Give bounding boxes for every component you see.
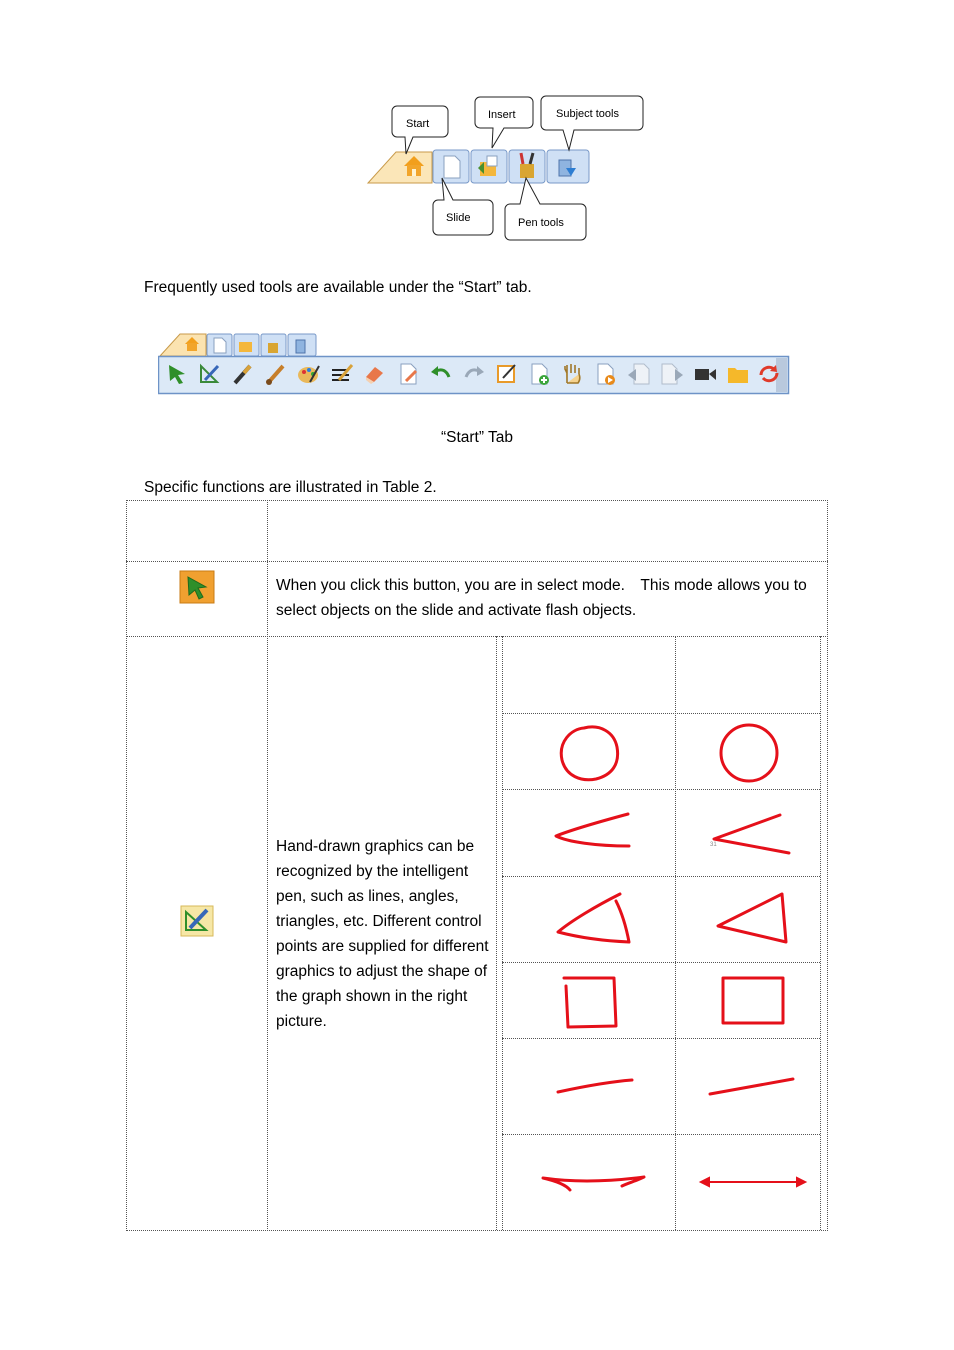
slide-tab[interactable]	[433, 150, 469, 183]
select-mode-icon	[179, 570, 215, 604]
line-style-icon[interactable]	[329, 362, 355, 386]
subject-tools-icon	[296, 340, 305, 353]
folder-icon[interactable]	[725, 362, 751, 386]
callout-pen-tools	[505, 178, 586, 240]
undo-icon[interactable]	[428, 362, 454, 386]
pen-icon[interactable]	[230, 362, 256, 386]
select-arrow-icon[interactable]	[164, 362, 190, 386]
insert-icon	[239, 342, 252, 352]
slide-page-icon	[444, 156, 460, 178]
start-tab[interactable]	[368, 152, 432, 183]
next-page-icon[interactable]	[659, 362, 685, 386]
recognized-triangle	[718, 894, 786, 942]
hand-drawn-line	[558, 1080, 632, 1092]
clear-page-icon[interactable]	[395, 362, 421, 386]
intelligent-pen-icon[interactable]	[197, 362, 223, 386]
callout-subject-tools	[541, 96, 643, 150]
edit-icon[interactable]	[494, 362, 520, 386]
hand-drawn-triangle	[558, 894, 629, 942]
mini-start-tab[interactable]	[160, 334, 206, 356]
hand-drawn-double-arrow	[543, 1177, 644, 1190]
intro-paragraph: Frequently used tools are available under the “Start” tab.	[144, 279, 532, 296]
figure-caption: “Start” Tab	[440, 429, 514, 446]
color-palette-icon[interactable]	[296, 362, 322, 386]
recognized-line	[710, 1079, 793, 1094]
hand-drawn-circle	[561, 727, 617, 780]
start-tab-toolbar	[158, 332, 790, 396]
callout-slide	[433, 178, 493, 235]
previous-page-icon[interactable]	[626, 362, 652, 386]
callout-subject-tools-label: Subject tools	[556, 108, 619, 120]
callout-start	[392, 106, 448, 154]
home-icon-body	[187, 343, 197, 351]
shape-comparison-table	[496, 636, 826, 1230]
recognized-angle	[714, 815, 789, 853]
hand-drawn-rectangle	[564, 978, 616, 1027]
tiny-label: 31	[710, 842, 717, 848]
camera-icon[interactable]	[692, 362, 718, 386]
insert-tab[interactable]	[471, 150, 507, 183]
select-mode-description: When you click this button, you are in select mode. This mode allows you to select objects on the slide and activate flash objects.	[276, 577, 807, 619]
callout-start-label: Start	[406, 118, 430, 130]
callout-pen-tools-label: Pen tools	[518, 217, 564, 229]
eraser-icon[interactable]	[362, 362, 388, 386]
brush-icon[interactable]	[263, 362, 289, 386]
subject-tools-tab[interactable]	[547, 150, 589, 183]
functions-table	[126, 500, 828, 1231]
table-intro: Specific functions are illustrated in Table 2.	[144, 479, 437, 496]
pen-tools-icon	[268, 343, 278, 353]
hand-icon[interactable]	[560, 362, 586, 386]
hand-drawn-angle	[556, 814, 629, 846]
new-page-icon[interactable]	[527, 362, 553, 386]
callout-insert	[475, 97, 533, 148]
play-page-icon[interactable]	[593, 362, 619, 386]
recognized-rectangle	[723, 978, 783, 1023]
refresh-icon[interactable]	[756, 362, 782, 386]
slide-page-icon	[214, 338, 226, 353]
callout-insert-label: Insert	[488, 109, 516, 121]
intelligent-pen-row-icon	[180, 905, 214, 937]
redo-icon[interactable]	[461, 362, 487, 386]
callout-slide-label: Slide	[446, 212, 471, 224]
recognized-circle	[721, 725, 777, 781]
pen-tools-tab[interactable]	[509, 150, 545, 183]
intelligent-pen-description: Hand-drawn graphics can be recognized by the intelligent pen, such as lines, angles, triangles, etc. Different control points are supplied for different graphics to adjust the shape of the graph shown in the right picture.	[276, 838, 489, 1030]
shape-drawings	[496, 636, 826, 1230]
